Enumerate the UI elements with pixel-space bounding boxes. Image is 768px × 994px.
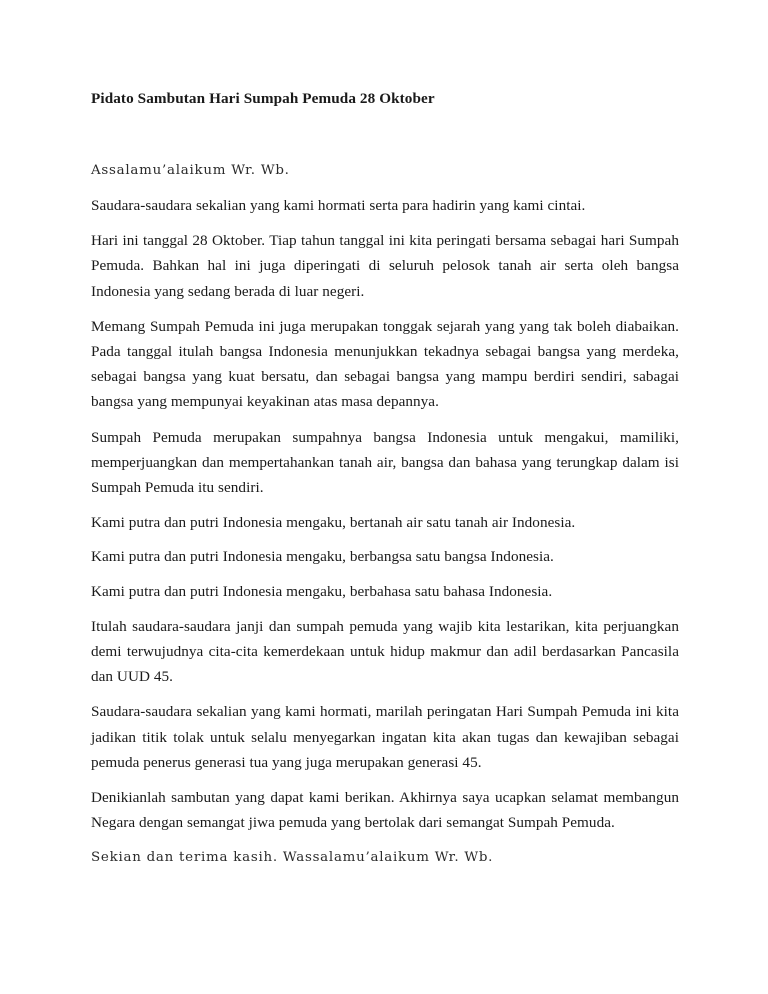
closing-paragraph-3: Denikianlah sambutan yang dapat kami berikan. Akhirnya saya ucapkan selamat membangun Negara dengan semangat jiwa pemuda yang bertolak dari semangat Sumpah Pemuda. xyxy=(91,789,679,832)
paragraph-spacer xyxy=(91,415,679,425)
opening-greeting: Assalamu’alaikum Wr. Wb. xyxy=(91,163,290,178)
closing-greeting: Sekian dan terima kasih. Wassalamu’alaikum Wr. Wb. xyxy=(91,850,494,866)
paragraph-spacer xyxy=(91,183,679,193)
oath-spacer xyxy=(91,535,679,544)
page-title: Pidato Sambutan Hari Sumpah Pemuda 28 Oktober xyxy=(91,90,435,107)
document-body xyxy=(91,86,679,870)
closing-paragraph-1: Itulah saudara-saudara janji dan sumpah pemuda yang wajib kita lestarikan, kita perjuangkan demi terwujudnya cita-cita kemerdekaan untuk hidup makmur dan adil berdasarkan Pancasila dan UUD 45. xyxy=(91,617,679,686)
title-spacer xyxy=(91,111,679,158)
oath-spacer xyxy=(91,570,679,579)
body-paragraph-1: Hari ini tanggal 28 Oktober. Tiap tahun tanggal ini kita peringati bersama sebagai hari Sumpah Pemuda. Bahkan hal ini juga diperingati di seluruh pelosok tanah air serta oleh bangsa Indonesia yang sedang berada di luar negeri. xyxy=(91,232,679,300)
oath-line-1: Kami putra dan putri Indonesia mengaku, bertanah air satu tanah air Indonesia. xyxy=(91,514,576,532)
body-paragraph-3: Sumpah Pemuda merupakan sumpahnya bangsa Indonesia untuk mengakui, mamiliki, memperjuangkan dan mempertahankan tanah air, bangsa dan bahasa yang terungkap dalam isi Sumpah Pemuda itu sendiri. xyxy=(91,428,679,497)
body-paragraph-2: Memang Sumpah Pemuda ini juga merupakan tonggak sejarah yang yang tak boleh diabaikan. Pada tanggal itulah bangsa Indonesia menunjukkan tekadnya sebagai bangsa yang merdeka, sebagai bangsa yang kuat bersatu, dan sebagai bangsa yang mampu berdiri sendiri, sabagai bangsa yang mempunyai keyakinan atas masa depannya. xyxy=(91,317,679,411)
addressing-line: Saudara-saudara sekalian yang kami hormati serta para hadirin yang kami cintai. xyxy=(91,197,586,214)
oath-line-3: Kami putra dan putri Indonesia mengaku, berbahasa satu bahasa Indonesia. xyxy=(91,582,553,600)
paragraph-spacer xyxy=(91,775,679,785)
paragraph-spacer xyxy=(91,500,679,510)
paragraph-spacer xyxy=(91,604,679,614)
paragraph-spacer xyxy=(91,689,679,699)
paragraph-spacer xyxy=(91,304,679,314)
oath-line-2: Kami putra dan putri Indonesia mengaku, berbangsa satu bangsa Indonesia. xyxy=(91,548,554,566)
paragraph-spacer xyxy=(91,835,679,845)
paragraph-spacer xyxy=(91,218,679,228)
closing-paragraph-2: Saudara-saudara sekalian yang kami hormati, marilah peringatan Hari Sumpah Pemuda ini kita jadikan titik tolak untuk selalu menyegarkan ingatan kita akan tugas dan kewajiban sebagai pemuda penerus generasi tua yang juga merupakan generasi 45. xyxy=(91,703,679,771)
